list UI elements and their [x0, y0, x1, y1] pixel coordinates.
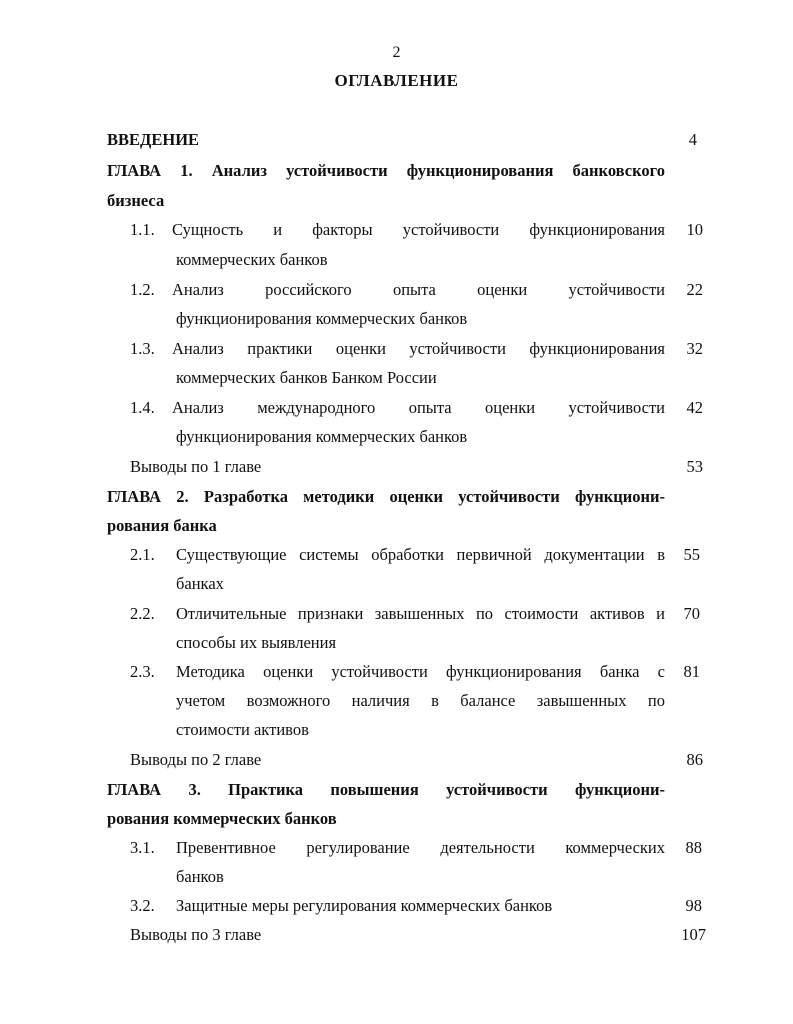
- chapter-conclusions: Выводы по 2 главе: [130, 750, 262, 769]
- section-title: Анализ международного опыта оценки устойчивости: [172, 398, 665, 417]
- section-number: 1.1.: [130, 220, 155, 239]
- section-title: Защитные меры регулирования коммерческих банков: [176, 896, 553, 915]
- chapter-conclusions-page: 53: [686, 457, 703, 476]
- section-page: 88: [685, 838, 702, 857]
- section-page: 55: [683, 545, 700, 564]
- section-title-cont: стоимости активов: [176, 720, 309, 739]
- section-title: Существующие системы обработки первичной документации в: [176, 545, 665, 564]
- chapter-1-heading-cont: бизнеса: [107, 191, 165, 210]
- chapter-conclusions-page: 107: [681, 925, 706, 944]
- section-page: 10: [686, 220, 703, 239]
- toc-intro-page: 4: [688, 130, 697, 149]
- section-title: Отличительные признаки завышенных по стоимости активов и: [176, 604, 665, 623]
- section-page: 98: [685, 896, 702, 915]
- toc-intro-label: ВВЕДЕНИЕ: [107, 130, 200, 149]
- section-title-cont: коммерческих банков: [176, 250, 328, 269]
- chapter-2-heading-cont: рования банка: [107, 516, 217, 535]
- section-title-cont: банках: [176, 574, 224, 593]
- section-title-cont: функционирования коммерческих банков: [176, 309, 468, 328]
- section-number: 1.3.: [130, 339, 155, 358]
- section-page: 42: [686, 398, 703, 417]
- section-title-cont: коммерческих банков Банком России: [176, 368, 437, 387]
- section-title: Анализ практики оценки устойчивости функционирования: [172, 339, 665, 358]
- page-title: ОГЛАВЛЕНИЕ: [334, 71, 459, 90]
- chapter-conclusions-page: 86: [686, 750, 703, 769]
- section-number: 2.1.: [130, 545, 155, 564]
- chapter-conclusions: Выводы по 3 главе: [130, 925, 262, 944]
- section-page: 32: [686, 339, 703, 358]
- section-title: Сущность и факторы устойчивости функционирования: [172, 220, 665, 239]
- chapter-conclusions: Выводы по 1 главе: [130, 457, 262, 476]
- section-number: 1.2.: [130, 280, 155, 299]
- section-title: Превентивное регулирование деятельности коммерческих: [176, 838, 665, 857]
- chapter-3-heading-cont: рования коммерческих банков: [107, 809, 337, 828]
- section-title-cont: учетом возможного наличия в балансе завышенных по: [176, 691, 665, 710]
- section-title-cont: функционирования коммерческих банков: [176, 427, 468, 446]
- section-page: 22: [686, 280, 703, 299]
- section-title: Анализ российского опыта оценки устойчивости: [172, 280, 665, 299]
- section-number: 1.4.: [130, 398, 155, 417]
- section-page: 70: [683, 604, 700, 623]
- section-number: 2.2.: [130, 604, 155, 623]
- chapter-3-heading: ГЛАВА 3. Практика повышения устойчивости функциони-: [107, 780, 665, 799]
- section-title: Методика оценки устойчивости функционирования банка с: [176, 662, 665, 681]
- section-number: 3.1.: [130, 838, 155, 857]
- section-number: 2.3.: [130, 662, 155, 681]
- section-title-cont: банков: [176, 867, 224, 886]
- section-page: 81: [683, 662, 700, 681]
- chapter-2-heading: ГЛАВА 2. Разработка методики оценки устойчивости функциони-: [107, 487, 665, 506]
- page-number: 2: [392, 44, 401, 61]
- section-title-cont: способы их выявления: [176, 633, 337, 652]
- chapter-1-heading: ГЛАВА 1. Анализ устойчивости функционирования банковского: [107, 161, 665, 180]
- section-number: 3.2.: [130, 896, 155, 915]
